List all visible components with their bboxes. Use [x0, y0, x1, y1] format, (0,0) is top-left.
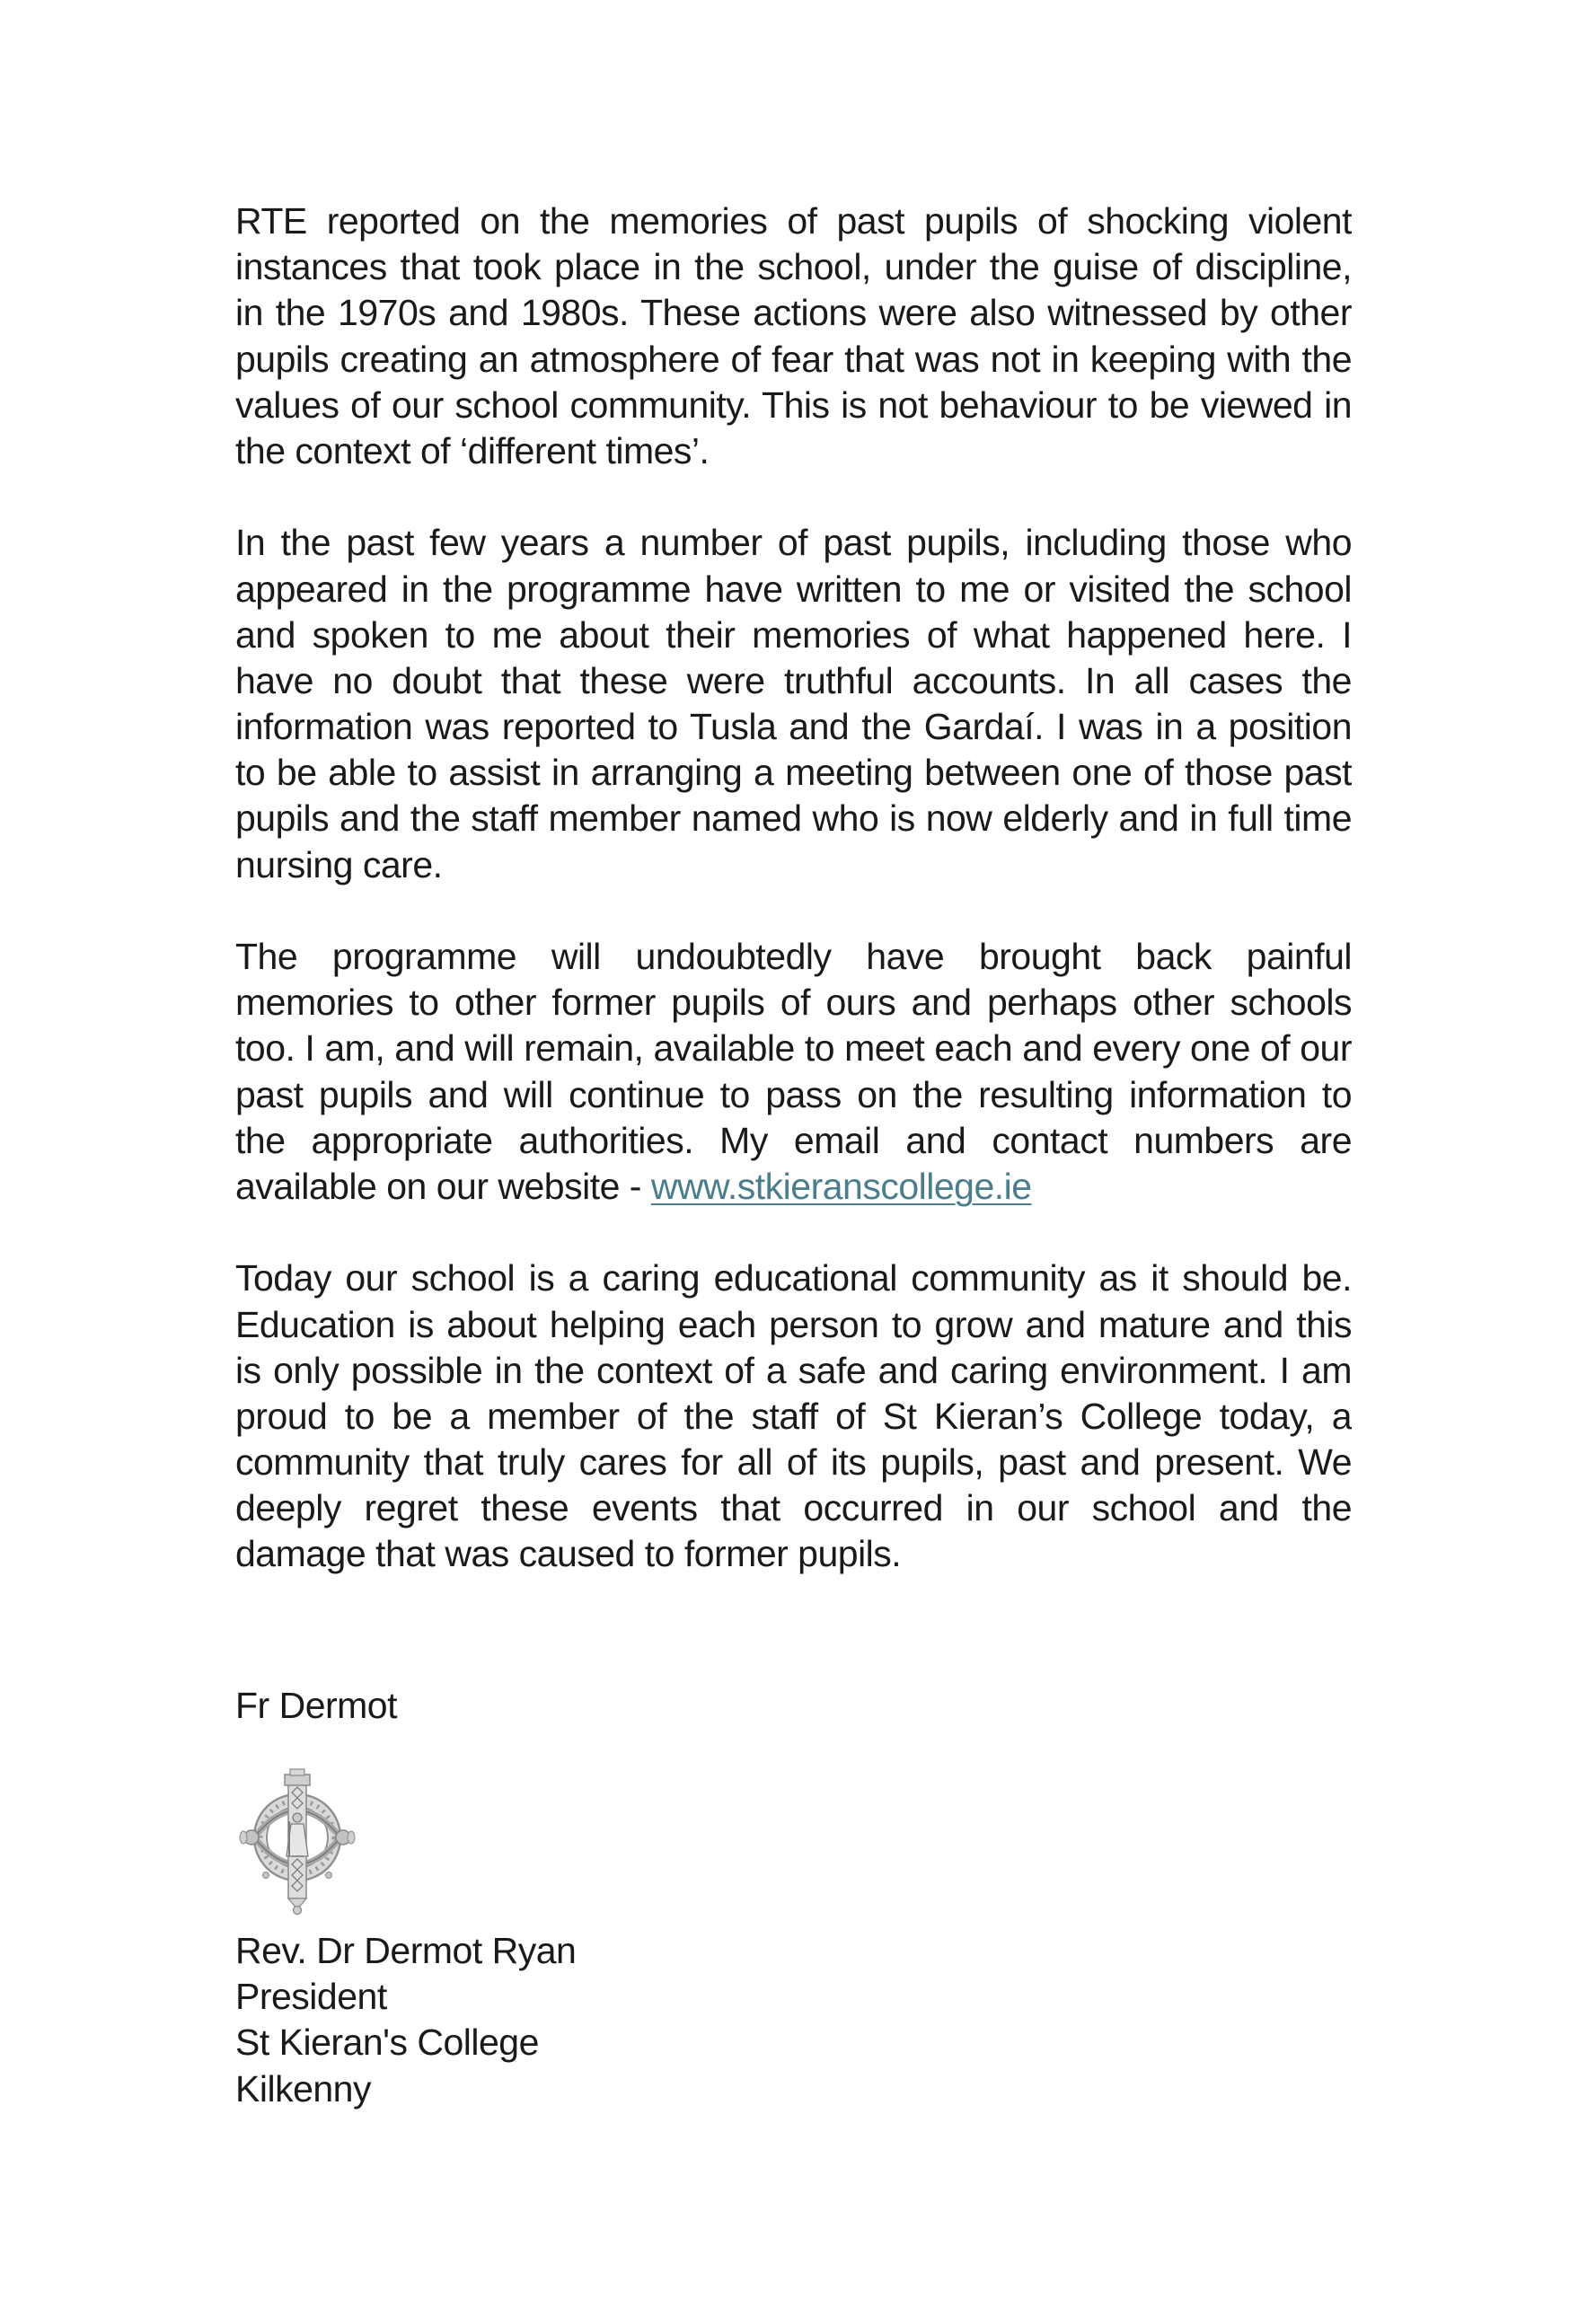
paragraph-line: community that truly cares for all of its pupils, past and present. We — [235, 1441, 1352, 1484]
paragraph-line: values of our school community. This is not behaviour to be viewed in — [235, 383, 1352, 426]
website-link[interactable]: www.stkieranscollege.ie — [650, 1165, 1032, 1207]
paragraph-line: the appropriate authorities. My email and contact numbers are — [235, 1119, 1352, 1161]
link-line-text: available on our website - — [235, 1165, 651, 1207]
paragraph-line: in the 1970s and 1980s. These actions were also witnessed by other — [235, 292, 1352, 334]
signoff: Fr Dermot — [235, 1684, 397, 1726]
paragraph-last-line: nursing care. — [235, 843, 443, 885]
paragraph-last-line: the context of ‘different times’. — [235, 429, 710, 471]
paragraph-line: deeply regret these events that occurred in our school and the — [235, 1487, 1352, 1529]
paragraph-line: The programme will undoubtedly have brought back painful — [235, 936, 1352, 977]
paragraph-line: to be able to assist in arranging a meeting between one of those past — [235, 752, 1352, 794]
paragraph-line: memories to other former pupils of ours and perhaps other schools — [235, 982, 1352, 1024]
paragraph-line: appeared in the programme have written to me or visited the school — [235, 568, 1352, 610]
paragraph-line: Today our school is a caring educational community as it should be. — [235, 1257, 1352, 1299]
letter-body — [235, 198, 1352, 2112]
letter-paragraph — [235, 1255, 1352, 1577]
paragraph-line: proud to be a member of the staff of St Kieran’s College today, a — [235, 1395, 1352, 1437]
paragraph-line: too. I am, and will remain, available to meet each and every one of our — [235, 1027, 1352, 1070]
signature-title: President — [235, 1976, 387, 2018]
paragraph-line: RTE reported on the memories of past pupils of shocking violent — [235, 200, 1352, 242]
paragraph-line: Education is about helping each person to grow and mature and this — [235, 1303, 1352, 1345]
paragraph-line: pupils and the staff member named who is now elderly and in full time — [235, 797, 1352, 840]
paragraph-line: instances that took place in the school, under the guise of discipline, — [235, 246, 1352, 288]
paragraph-last-line — [235, 1164, 1352, 1210]
letter-paragraphs — [235, 198, 1352, 1624]
signature-name: Rev. Dr Dermot Ryan — [235, 1930, 577, 1971]
paragraph-line: pupils creating an atmosphere of fear that was not in keeping with the — [235, 338, 1352, 380]
paragraph-line: past pupils and will continue to pass on the resulting information to — [235, 1073, 1352, 1115]
paragraph-last-line: damage that was caused to former pupils. — [235, 1533, 902, 1575]
college-crest-icon — [238, 1767, 357, 1916]
letter-paragraph — [235, 934, 1352, 1210]
paragraph-line: is only possible in the context of a safe and caring environment. I am — [235, 1349, 1352, 1391]
letter-paragraph — [235, 198, 1352, 474]
paragraph-line: and spoken to me about their memories of what happened here. I — [235, 613, 1352, 656]
paragraph-line: information was reported to Tusla and the Gardaí. I was in a position — [235, 706, 1352, 748]
letter-paragraph — [235, 520, 1352, 888]
signature-institution: St Kieran's College — [235, 2022, 539, 2064]
signature-location: Kilkenny — [235, 2067, 371, 2110]
signature-block — [235, 1928, 1352, 2112]
paragraph-line: In the past few years a number of past pupils, including those who — [235, 522, 1352, 564]
paragraph-line: have no doubt that these were truthful accounts. In all cases the — [235, 659, 1352, 701]
